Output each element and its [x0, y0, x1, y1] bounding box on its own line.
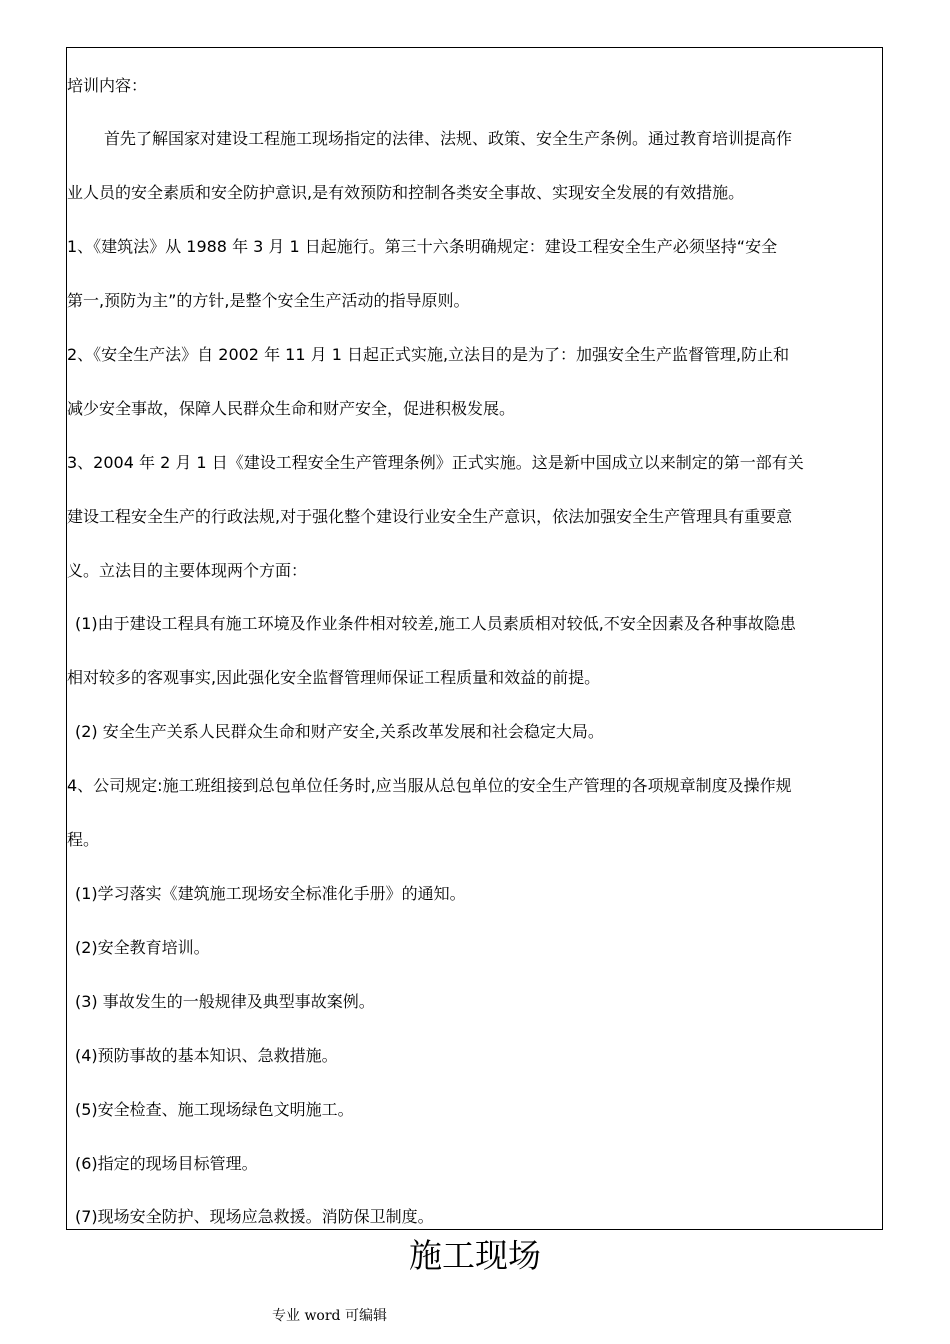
paragraph-line: 程。: [67, 830, 100, 849]
paragraph-line: 减少安全事故，保障人民群众生命和财产安全，促进积极发展。: [67, 399, 516, 418]
paragraph-line: 义。立法目的主要体现两个方面：: [67, 561, 308, 580]
paragraph-line: 首先了解国家对建设工程施工现场指定的法律、法规、政策、安全生产条例。通过教育培训提高作: [104, 129, 793, 148]
paragraph-line: 相对较多的客观事实,因此强化安全监督管理师保证工程质量和效益的前提。: [67, 668, 601, 687]
list-item: (6)指定的现场目标管理。: [75, 1154, 258, 1173]
paragraph-line: 2、《安全生产法》自 2002 年 11 月 1 日起正式实施,立法目的是为了：加强安全生产监督管理,防止和: [67, 345, 790, 364]
list-item: (2)安全教育培训。: [75, 938, 210, 957]
paragraph-line: 1、《建筑法》从 1988 年 3 月 1 日起施行。第三十六条明确规定：建设工程安全生产必须坚持“安全: [67, 237, 778, 256]
paragraph-line: 建设工程安全生产的行政法规,对于强化整个建设行业安全生产意识，依法加强安全生产管理具有重要意: [67, 507, 793, 526]
list-item: (5)安全检查、施工现场绿色文明施工。: [75, 1100, 354, 1119]
list-item: (1)学习落实《建筑施工现场安全标准化手册》的通知。: [75, 884, 466, 903]
list-item: (3) 事故发生的一般规律及典型事故案例。: [75, 992, 375, 1011]
list-item: (2) 安全生产关系人民群众生命和财产安全,关系改革发展和社会稳定大局。: [75, 722, 604, 741]
list-item: (4)预防事故的基本知识、急救措施。: [75, 1046, 338, 1065]
list-item: (1)由于建设工程具有施工环境及作业条件相对较差,施工人员素质相对较低,不安全因素及各种事故隐患: [75, 614, 796, 633]
section-heading: 施工现场: [409, 1236, 541, 1275]
paragraph-line: 4、公司规定:施工班组接到总包单位任务时,应当服从总包单位的安全生产管理的各项规章制度及操作规: [67, 776, 792, 795]
list-item: (7)现场安全防护、现场应急救援。消防保卫制度。: [75, 1207, 434, 1226]
page-footer: 专业 word 可编辑: [272, 1308, 387, 1324]
paragraph-line: 3、2004 年 2 月 1 日《建设工程安全生产管理条例》正式实施。这是新中国成立以来制定的第一部有关: [67, 453, 804, 472]
paragraph-line: 业人员的安全素质和安全防护意识,是有效预防和控制各类安全事故、实现安全发展的有效措施。: [67, 183, 745, 202]
paragraph-line: 第一,预防为主”的方针,是整个安全生产活动的指导原则。: [67, 291, 470, 310]
section-label: 培训内容：: [67, 76, 148, 95]
